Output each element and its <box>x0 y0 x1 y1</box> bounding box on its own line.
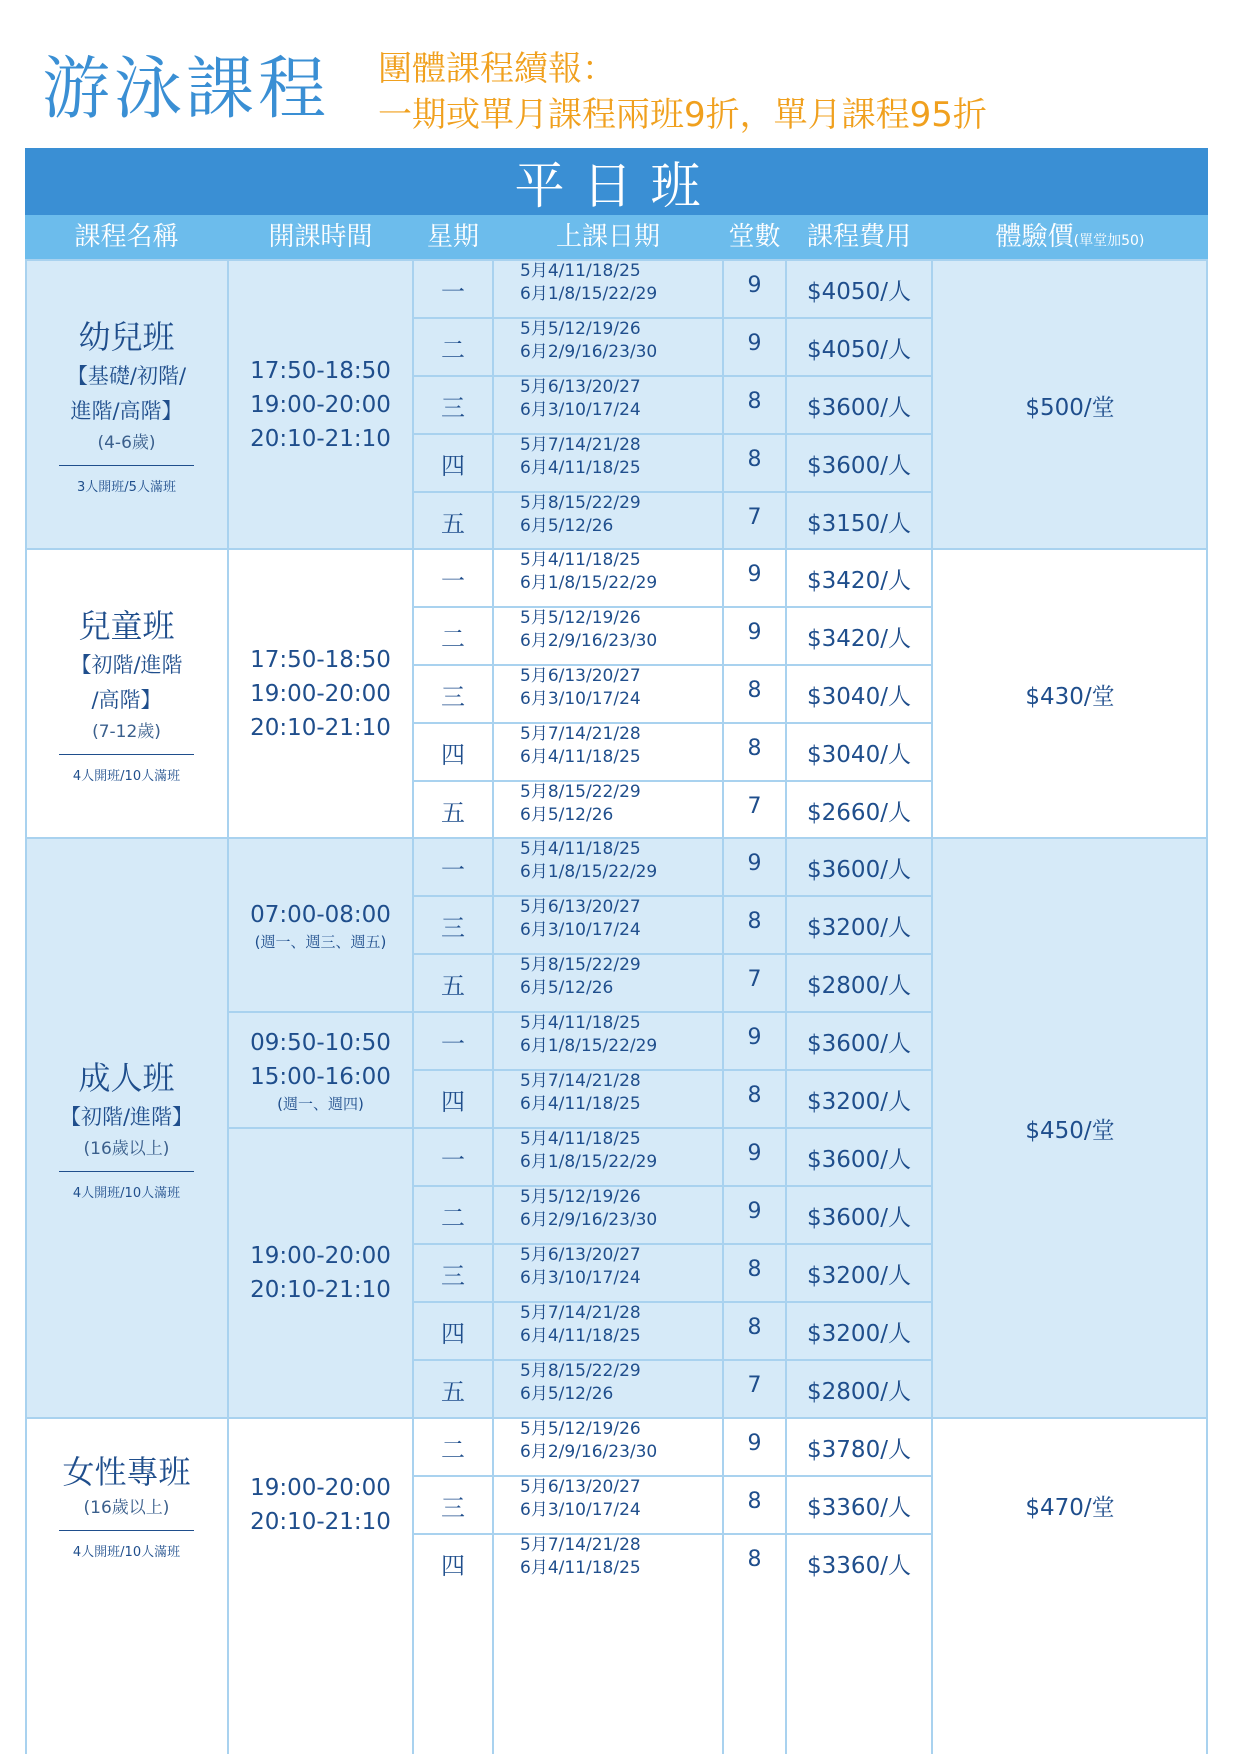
grid-line <box>228 1011 413 1013</box>
trial-price-cell: $470/堂 <box>1025 1494 1115 1521</box>
dates-may: 5月6/13/20/27 <box>520 666 641 686</box>
column-header-dates: 上課日期 <box>555 222 660 252</box>
class-time-cell <box>228 1012 413 1128</box>
class-time: 20:10-21:10 <box>250 1509 391 1535</box>
weekday-cell: 五 <box>441 509 465 538</box>
dates-may: 5月7/14/21/28 <box>520 1303 641 1323</box>
course-name: 兒童班 <box>78 607 175 645</box>
class-time-cell <box>228 838 413 1012</box>
class-time: 19:00-20:00 <box>250 392 391 418</box>
course-fee-cell: $3600/人 <box>807 394 911 421</box>
column-header-trial <box>932 215 1208 260</box>
dates-june: 6月5/12/26 <box>520 978 614 998</box>
section-banner: 平日班 <box>25 148 1208 215</box>
dates-june: 6月2/9/16/23/30 <box>520 1210 658 1230</box>
dates-june: 6月3/10/17/24 <box>520 1500 641 1520</box>
dates-cell <box>493 1012 723 1070</box>
dates-cell <box>493 1070 723 1128</box>
course-name-cell <box>25 1418 228 1592</box>
dates-may: 5月8/15/22/29 <box>520 782 641 802</box>
course-capacity: 3人開班/5人滿班 <box>77 480 176 495</box>
column-header-weekday: 星期 <box>426 222 479 252</box>
dates-cell <box>493 1534 723 1592</box>
dates-cell <box>493 318 723 376</box>
dates-cell <box>493 1476 723 1534</box>
weekday-cell: 一 <box>441 1145 465 1174</box>
class-time: 20:10-21:10 <box>250 1277 391 1303</box>
trial-price-cell: $500/堂 <box>1025 394 1115 421</box>
dates-june: 6月4/11/18/25 <box>520 747 641 767</box>
session-count-cell: 9 <box>747 1025 762 1050</box>
column-header-fee: 課程費用 <box>806 222 911 252</box>
divider <box>59 465 194 466</box>
weekday-cell: 三 <box>441 682 465 711</box>
dates-june: 6月2/9/16/23/30 <box>520 1442 658 1462</box>
column-header-row <box>25 215 1208 260</box>
weekday-cell: 五 <box>441 971 465 1000</box>
dates-may: 5月7/14/21/28 <box>520 724 641 744</box>
course-level-2: /高階】 <box>91 688 162 712</box>
weekday-cell: 二 <box>441 1435 465 1464</box>
course-fee-cell: $3360/人 <box>807 1494 911 1521</box>
session-count-cell: 9 <box>747 273 762 298</box>
course-age: (16歲以上) <box>83 1138 170 1159</box>
course-fee-cell: $3040/人 <box>807 741 911 768</box>
session-count-cell: 8 <box>747 1547 762 1572</box>
course-fee-cell: $3040/人 <box>807 683 911 710</box>
course-name-cell <box>25 838 228 1418</box>
dates-may: 5月4/11/18/25 <box>520 839 641 859</box>
session-count-cell: 9 <box>747 851 762 876</box>
column-header-time: 開課時間 <box>268 222 373 252</box>
dates-cell <box>493 376 723 434</box>
dates-may: 5月4/11/18/25 <box>520 1129 641 1149</box>
class-time-note: (週一、週四) <box>277 1095 364 1113</box>
promo-line-1: 團體課程續報： <box>378 49 616 89</box>
weekday-cell: 一 <box>441 855 465 884</box>
course-section <box>25 260 1208 550</box>
dates-may: 5月6/13/20/27 <box>520 377 641 397</box>
course-name: 幼兒班 <box>78 318 175 356</box>
class-time-cell <box>228 549 413 839</box>
weekday-cell: 四 <box>441 451 465 480</box>
session-count-cell: 8 <box>747 447 762 472</box>
class-time: 17:50-18:50 <box>250 647 391 673</box>
course-level-1: 【初階/進階 <box>70 653 183 677</box>
course-fee-cell: $4050/人 <box>807 278 911 305</box>
dates-june: 6月2/9/16/23/30 <box>520 342 658 362</box>
dates-cell <box>493 781 723 839</box>
dates-cell <box>493 838 723 896</box>
course-fee-cell: $3200/人 <box>807 914 911 941</box>
weekday-cell: 二 <box>441 624 465 653</box>
session-count-cell: 7 <box>747 505 762 530</box>
course-name-cell <box>25 260 228 550</box>
dates-cell <box>493 954 723 1012</box>
session-count-cell: 9 <box>747 562 762 587</box>
dates-june: 6月3/10/17/24 <box>520 920 641 940</box>
dates-cell <box>493 492 723 550</box>
course-fee-cell: $3420/人 <box>807 625 911 652</box>
dates-cell <box>493 1418 723 1476</box>
course-fee-cell: $2800/人 <box>807 1378 911 1405</box>
class-time-cell <box>228 260 413 550</box>
session-count-cell: 7 <box>747 967 762 992</box>
course-age: (4-6歲) <box>97 433 156 453</box>
trial-price-cell: $450/堂 <box>1025 1117 1115 1144</box>
session-count-cell: 9 <box>747 1141 762 1166</box>
course-level-1: 【初階/進階】 <box>59 1104 194 1129</box>
dates-may: 5月4/11/18/25 <box>520 550 641 570</box>
dates-june: 6月4/11/18/25 <box>520 1558 641 1578</box>
dates-june: 6月2/9/16/23/30 <box>520 631 658 651</box>
class-time: 19:00-20:00 <box>250 1475 391 1501</box>
class-time: 19:00-20:00 <box>250 1243 391 1269</box>
weekday-cell: 四 <box>441 1087 465 1116</box>
weekday-cell: 一 <box>441 566 465 595</box>
course-capacity: 4人開班/10人滿班 <box>72 1545 181 1560</box>
dates-june: 6月1/8/15/22/29 <box>520 1036 658 1056</box>
session-count-cell: 8 <box>747 1083 762 1108</box>
dates-may: 5月5/12/19/26 <box>520 608 641 628</box>
column-header-name: 課程名稱 <box>74 222 179 252</box>
class-time: 09:50-10:50 <box>250 1030 391 1056</box>
course-fee-cell: $3600/人 <box>807 1146 911 1173</box>
dates-june: 6月4/11/18/25 <box>520 1326 641 1346</box>
course-fee-cell: $3200/人 <box>807 1320 911 1347</box>
weekday-cell: 五 <box>441 1377 465 1406</box>
weekday-cell: 三 <box>441 1261 465 1290</box>
dates-cell <box>493 1186 723 1244</box>
dates-june: 6月5/12/26 <box>520 516 614 536</box>
page-title: 游泳課程 <box>42 50 331 129</box>
course-name: 成人班 <box>78 1058 175 1097</box>
course-section <box>25 838 1208 1418</box>
dates-june: 6月5/12/26 <box>520 1384 614 1404</box>
session-count-cell: 9 <box>747 1199 762 1224</box>
dates-june: 6月4/11/18/25 <box>520 1094 641 1114</box>
course-capacity: 4人開班/10人滿班 <box>72 769 181 784</box>
session-count-cell: 9 <box>747 620 762 645</box>
course-section <box>25 1418 1208 1754</box>
weekday-cell: 二 <box>441 1203 465 1232</box>
course-fee-cell: $3600/人 <box>807 1204 911 1231</box>
promo-line-2: 一期或單月課程兩班9折，單月課程95折 <box>378 95 987 135</box>
course-name: 女性專班 <box>62 1453 191 1491</box>
dates-may: 5月8/15/22/29 <box>520 1361 641 1381</box>
session-count-cell: 8 <box>747 1257 762 1282</box>
course-fee-cell: $2800/人 <box>807 972 911 999</box>
dates-june: 6月3/10/17/24 <box>520 400 641 420</box>
dates-may: 5月8/15/22/29 <box>520 955 641 975</box>
dates-june: 6月1/8/15/22/29 <box>520 284 658 304</box>
dates-june: 6月3/10/17/24 <box>520 689 641 709</box>
class-time: 07:00-08:00 <box>250 902 391 928</box>
course-fee-cell: $4050/人 <box>807 336 911 363</box>
course-level-1: 【基礎/初階/ <box>66 364 187 388</box>
course-fee-cell: $3360/人 <box>807 1552 911 1579</box>
dates-cell <box>493 549 723 607</box>
dates-june: 6月3/10/17/24 <box>520 1268 641 1288</box>
class-time: 20:10-21:10 <box>250 715 391 741</box>
trial-note: (單堂加50) <box>1073 233 1145 249</box>
trial-label: 體驗價 <box>995 222 1074 252</box>
session-count-cell: 7 <box>747 794 762 819</box>
weekday-cell: 四 <box>441 1319 465 1348</box>
dates-cell <box>493 665 723 723</box>
dates-may: 5月4/11/18/25 <box>520 1013 641 1033</box>
dates-may: 5月7/14/21/28 <box>520 1071 641 1091</box>
divider <box>59 1171 194 1172</box>
dates-june: 6月1/8/15/22/29 <box>520 862 658 882</box>
course-fee-cell: $2660/人 <box>807 799 911 826</box>
course-fee-cell: $3150/人 <box>807 510 911 537</box>
dates-may: 5月5/12/19/26 <box>520 319 641 339</box>
dates-cell <box>493 723 723 781</box>
class-time: 19:00-20:00 <box>250 681 391 707</box>
session-count-cell: 8 <box>747 736 762 761</box>
session-count-cell: 8 <box>747 389 762 414</box>
course-fee-cell: $3200/人 <box>807 1262 911 1289</box>
course-fee-cell: $3420/人 <box>807 567 911 594</box>
dates-may: 5月6/13/20/27 <box>520 897 641 917</box>
course-fee-cell: $3600/人 <box>807 1030 911 1057</box>
column-header-count: 堂數 <box>728 222 781 252</box>
dates-cell <box>493 260 723 318</box>
course-fee-cell: $3200/人 <box>807 1088 911 1115</box>
class-time: 20:10-21:10 <box>250 426 391 452</box>
weekday-cell: 四 <box>441 1551 465 1580</box>
course-age: (7-12歲) <box>92 722 161 742</box>
dates-cell <box>493 607 723 665</box>
dates-cell <box>493 1244 723 1302</box>
dates-may: 5月5/12/19/26 <box>520 1187 641 1207</box>
class-time-note: (週一、週三、週五) <box>254 933 387 951</box>
dates-cell <box>493 896 723 954</box>
page-header <box>0 0 1241 148</box>
dates-may: 5月4/11/18/25 <box>520 261 641 281</box>
weekday-cell: 四 <box>441 740 465 769</box>
dates-cell <box>493 1360 723 1418</box>
dates-cell <box>493 1302 723 1360</box>
weekday-cell: 一 <box>441 277 465 306</box>
dates-cell <box>493 1128 723 1186</box>
trial-price-cell: $430/堂 <box>1025 683 1115 710</box>
dates-june: 6月1/8/15/22/29 <box>520 573 658 593</box>
dates-june: 6月4/11/18/25 <box>520 458 641 478</box>
dates-may: 5月7/14/21/28 <box>520 1535 641 1555</box>
dates-june: 6月1/8/15/22/29 <box>520 1152 658 1172</box>
session-count-cell: 9 <box>747 1431 762 1456</box>
dates-may: 5月8/15/22/29 <box>520 493 641 513</box>
class-time: 15:00-16:00 <box>250 1064 391 1090</box>
session-count-cell: 8 <box>747 1489 762 1514</box>
course-level-2: 進階/高階】 <box>70 399 183 423</box>
session-count-cell: 9 <box>747 331 762 356</box>
class-time-cell <box>228 1128 413 1418</box>
class-time: 17:50-18:50 <box>250 358 391 384</box>
course-age: (16歲以上) <box>83 1498 170 1518</box>
grid-line <box>228 1127 413 1129</box>
weekday-cell: 三 <box>441 913 465 942</box>
divider <box>59 754 194 755</box>
course-section <box>25 549 1208 839</box>
dates-may: 5月6/13/20/27 <box>520 1245 641 1265</box>
course-name-cell <box>25 549 228 839</box>
session-count-cell: 8 <box>747 1315 762 1340</box>
dates-may: 5月6/13/20/27 <box>520 1477 641 1497</box>
dates-may: 5月7/14/21/28 <box>520 435 641 455</box>
dates-june: 6月5/12/26 <box>520 805 614 825</box>
course-capacity: 4人開班/10人滿班 <box>72 1185 181 1201</box>
session-count-cell: 8 <box>747 678 762 703</box>
session-count-cell: 8 <box>747 909 762 934</box>
dates-may: 5月5/12/19/26 <box>520 1419 641 1439</box>
course-fee-cell: $3780/人 <box>807 1436 911 1463</box>
weekday-cell: 一 <box>441 1029 465 1058</box>
session-count-cell: 7 <box>747 1373 762 1398</box>
weekday-cell: 五 <box>441 798 465 827</box>
course-fee-cell: $3600/人 <box>807 452 911 479</box>
dates-cell <box>493 434 723 492</box>
weekday-cell: 二 <box>441 335 465 364</box>
weekday-cell: 三 <box>441 393 465 422</box>
divider <box>59 1530 194 1531</box>
weekday-cell: 三 <box>441 1493 465 1522</box>
class-time-cell <box>228 1418 413 1592</box>
course-fee-cell: $3600/人 <box>807 856 911 883</box>
